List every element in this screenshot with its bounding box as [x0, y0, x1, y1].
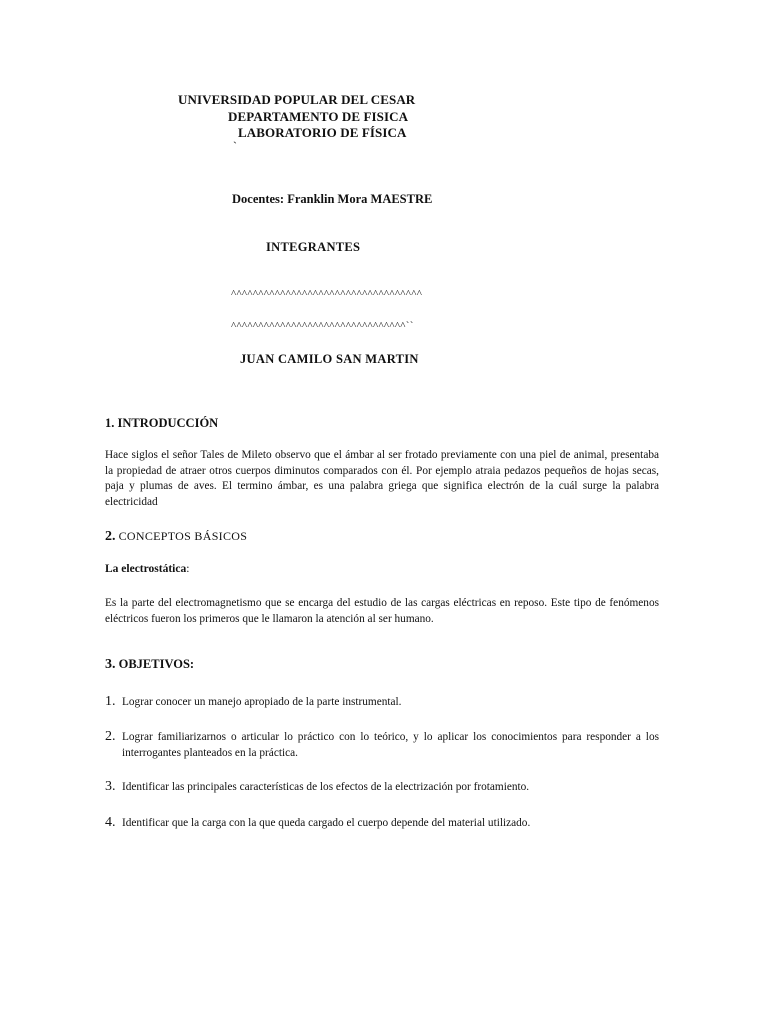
objetivo-number: 1.: [105, 694, 116, 709]
conceptos-heading: [105, 529, 247, 545]
electrostatica-label: La electrostática: [105, 563, 187, 575]
objetivo-number: 3.: [105, 779, 116, 794]
integrantes-placeholder-1: ^^^^^^^^^^^^^^^^^^^^^^^^^^^^^^^^^^^: [231, 288, 423, 300]
objetivo-number: 4.: [105, 815, 116, 830]
integrante-name: JUAN CAMILO SAN MARTIN: [240, 352, 419, 366]
objetivos-title: OBJETIVOS:: [118, 657, 195, 671]
objetivo-item: [105, 780, 659, 796]
university-name: UNIVERSIDAD POPULAR DEL CESAR: [178, 92, 416, 107]
electrostatica-paragraph: Es la parte del electromagnetismo que se encarga del estudio de las cargas eléctricas en reposo. Este tipo de fenómenos eléctricos fueron los primeros que le llamaron la atención al ser humano.: [105, 597, 659, 625]
objetivo-text: Lograr conocer un manejo apropiado de la parte instrumental.: [122, 696, 402, 708]
conceptos-title: CONCEPTOS BÁSICOS: [118, 529, 248, 543]
objetivo-item: [105, 816, 659, 832]
objetivos-heading: [105, 657, 194, 673]
lab-name: LABORATORIO DE FÍSICA: [238, 125, 407, 140]
objetivo-item: [105, 730, 659, 761]
integrantes-placeholder-2: ^^^^^^^^^^^^^^^^^^^^^^^^^^^^^^^^``: [231, 320, 414, 332]
integrantes-title: INTEGRANTES: [266, 240, 361, 254]
department-name: DEPARTAMENTO DE FISICA: [228, 109, 409, 124]
stray-tick: `: [233, 139, 237, 153]
objetivo-number: 2.: [105, 729, 116, 744]
objetivo-text: Lograr familiarizarnos o articular lo práctico con lo teórico, y lo aplicar los conocimientos para responder a los interrogantes planteados en la práctica.: [122, 731, 659, 759]
electrostatica-subheading: [105, 563, 189, 575]
objetivo-text: Identificar que la carga con la que queda cargado el cuerpo depende del material utilizado.: [122, 817, 531, 829]
introduccion-paragraph: Hace siglos el señor Tales de Mileto observo que el ámbar al ser frotado previamente con una piel de animal, presentaba la propiedad de atraer otros cuerpos diminutos comparados con él. Por ejemplo atraia pedazos pequeños de hojas secas, paja y plumas de aves. El termino ámbar, es una palabra griega que significa electrón de la cuál surge la palabra electricidad: [105, 449, 659, 508]
objetivo-text: Identificar las principales características de los efectos de la electrización por frotamiento.: [122, 781, 530, 793]
electrostatica-colon: :: [186, 563, 190, 575]
conceptos-number: 2.: [105, 529, 116, 544]
objetivo-item: [105, 695, 659, 711]
introduccion-heading: 1. INTRODUCCIÓN: [105, 416, 219, 430]
objetivos-number: 3.: [105, 657, 116, 672]
docentes-line: Docentes: Franklin Mora MAESTRE: [232, 192, 433, 206]
